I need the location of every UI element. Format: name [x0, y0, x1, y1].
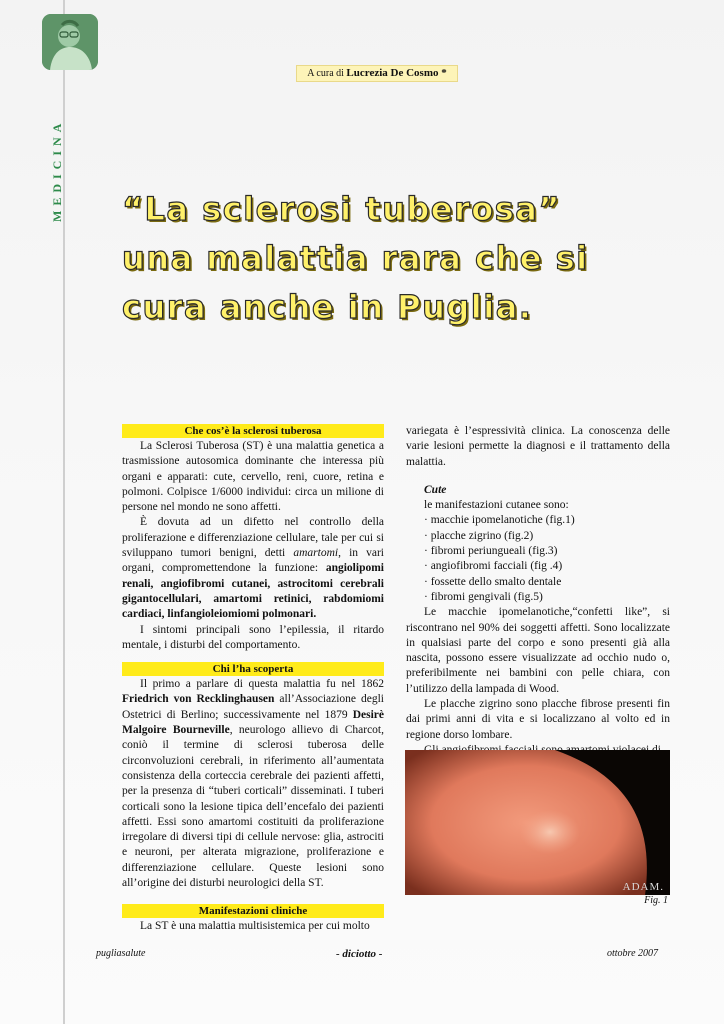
- heading-what-is: Che cos’è la sclerosi tuberosa: [122, 424, 384, 438]
- figure-caption: Fig. 1: [644, 895, 668, 906]
- paragraph-intro: La Sclerosi Tuberosa (ST) è una malattia genetica a trasmissione autosomica dominante che interessa più organi e apparati: cute, cervello, reni, cuore, retina e polmoni. Colpisce 1/6000 individui: circa un milione di persone nel mondo ne sono affetti.: [122, 440, 384, 514]
- heading-discovery: Chi l’ha scoperta: [122, 662, 384, 676]
- history-text-2: all’Associazione degli Ostetrici di Berlino; successivamente nel 1879: [122, 693, 384, 721]
- title-line-3: cura anche in Puglia.: [122, 288, 533, 326]
- subheading-skin-text: Cute: [424, 483, 447, 496]
- footer-date: ottobre 2007: [607, 948, 659, 959]
- figure-skin-photo: [405, 750, 670, 895]
- history-name-2: Desirè Malgoire Bourneville: [122, 708, 385, 737]
- paragraph-cause: [122, 515, 384, 622]
- history-text: Il primo a parlare di questa malattia fu nel 1862: [140, 678, 384, 691]
- list-item: · fibromi periungueali (fig.3): [424, 545, 558, 558]
- list-item: · macchie ipomelanotiche (fig.1): [424, 514, 575, 527]
- heading-clinical: Manifestazioni cliniche: [122, 904, 384, 918]
- author-photo: [42, 14, 98, 70]
- list-item: · fibromi gengivali (fig.5): [424, 590, 543, 603]
- paragraph-clinical: La ST è una malattia multisistemica per cui molto: [140, 920, 370, 933]
- paragraph-macchie: Le macchie ipomelanotiche,“confetti like”, si riscontrano nel 90% dei soggetti affetti. Sono localizzate in qualsiasi parte del corpo e sono presenti già alla nascita, possono essere visualizzate ad occhio nudo o, preferibilmente nei bambini con pelle chiara, con l’utilizzo della lampada di Wood.: [406, 606, 670, 695]
- list-item: · angiofibromi facciali (fig .4): [424, 560, 563, 573]
- column-left: [122, 424, 384, 935]
- paragraph-history: [122, 677, 384, 891]
- image-watermark: ADAM.: [622, 881, 664, 893]
- cause-text-2: , in vari organi, compromettendone la funzione:: [122, 547, 384, 575]
- skin-image: [405, 750, 670, 895]
- author-name: Lucrezia De Cosmo *: [346, 67, 447, 79]
- paragraph-placche: Le placche zigrino sono placche fibrose presenti fin dai primi anni di vita e si localizzano al volto ed in regione dorso lombare.: [406, 698, 670, 741]
- author-prefix: A cura di: [307, 68, 344, 79]
- subheading-skin: [406, 483, 670, 498]
- paragraph-symptoms: I sintomi principali sono l’epilessia, il ritardo mentale, i disturbi del comportamento.: [122, 623, 384, 651]
- cause-list: angiolipomi renali, angiofibromi cutanei, astrocitomi cerebrali gigantocellulari, amartomi retinici, rabdomiomi cardiaci, linfangioleiomiomi polmonari.: [122, 562, 384, 621]
- title-line-1: “La sclerosi tuberosa”: [122, 190, 561, 228]
- history-name-1: Friedrich von Recklinghausen: [122, 693, 275, 706]
- history-text-3: , neurologo allievo di Charcot, coniò il termine di sclerosi tuberosa delle circonvoluzioni cerebrali, in riferimento all’aumentata consistenza della corteccia cerebrale dei pazienti affetti, per la presenza di “tuberi corticali” disseminati. I tuberi corticali sono la lesione tipica dell’encefalo dei pazienti affetti. Essi sono amartomi costituiti da proliferazione irregolare di diversi tipi di cellule nervose: glia, astrociti e neuroni, per alterata migrazione, proliferazione e differenziazione cellulare. Queste lesioni sono all’origine dei disturbi neurologici della ST.: [122, 724, 384, 890]
- section-label: MEDICINA: [50, 118, 64, 222]
- list-item: · placche zigrino (fig.2): [424, 529, 534, 542]
- column-right: [406, 424, 670, 758]
- title-line-2: una malattia rara che si: [122, 239, 589, 277]
- footer-publication: pugliasalute: [96, 948, 146, 959]
- list-intro: le manifestazioni cutanee sono:: [424, 499, 569, 512]
- list-item: · fossette dello smalto dentale: [424, 575, 562, 588]
- author-credit: [296, 65, 458, 82]
- article-title: [122, 185, 702, 332]
- cause-text: È dovuta ad un difetto nel controllo della proliferazione e differenziazione cellulare, tale per cui si sviluppano tumori benigni, detti: [122, 516, 384, 560]
- cause-term: amartomi: [293, 547, 339, 560]
- paragraph-continued: variegata è l’espressività clinica. La conoscenza delle varie lesioni permette la diagnosi e il trattamento della malattia.: [406, 425, 670, 468]
- footer-page-number: - diciotto -: [336, 948, 383, 960]
